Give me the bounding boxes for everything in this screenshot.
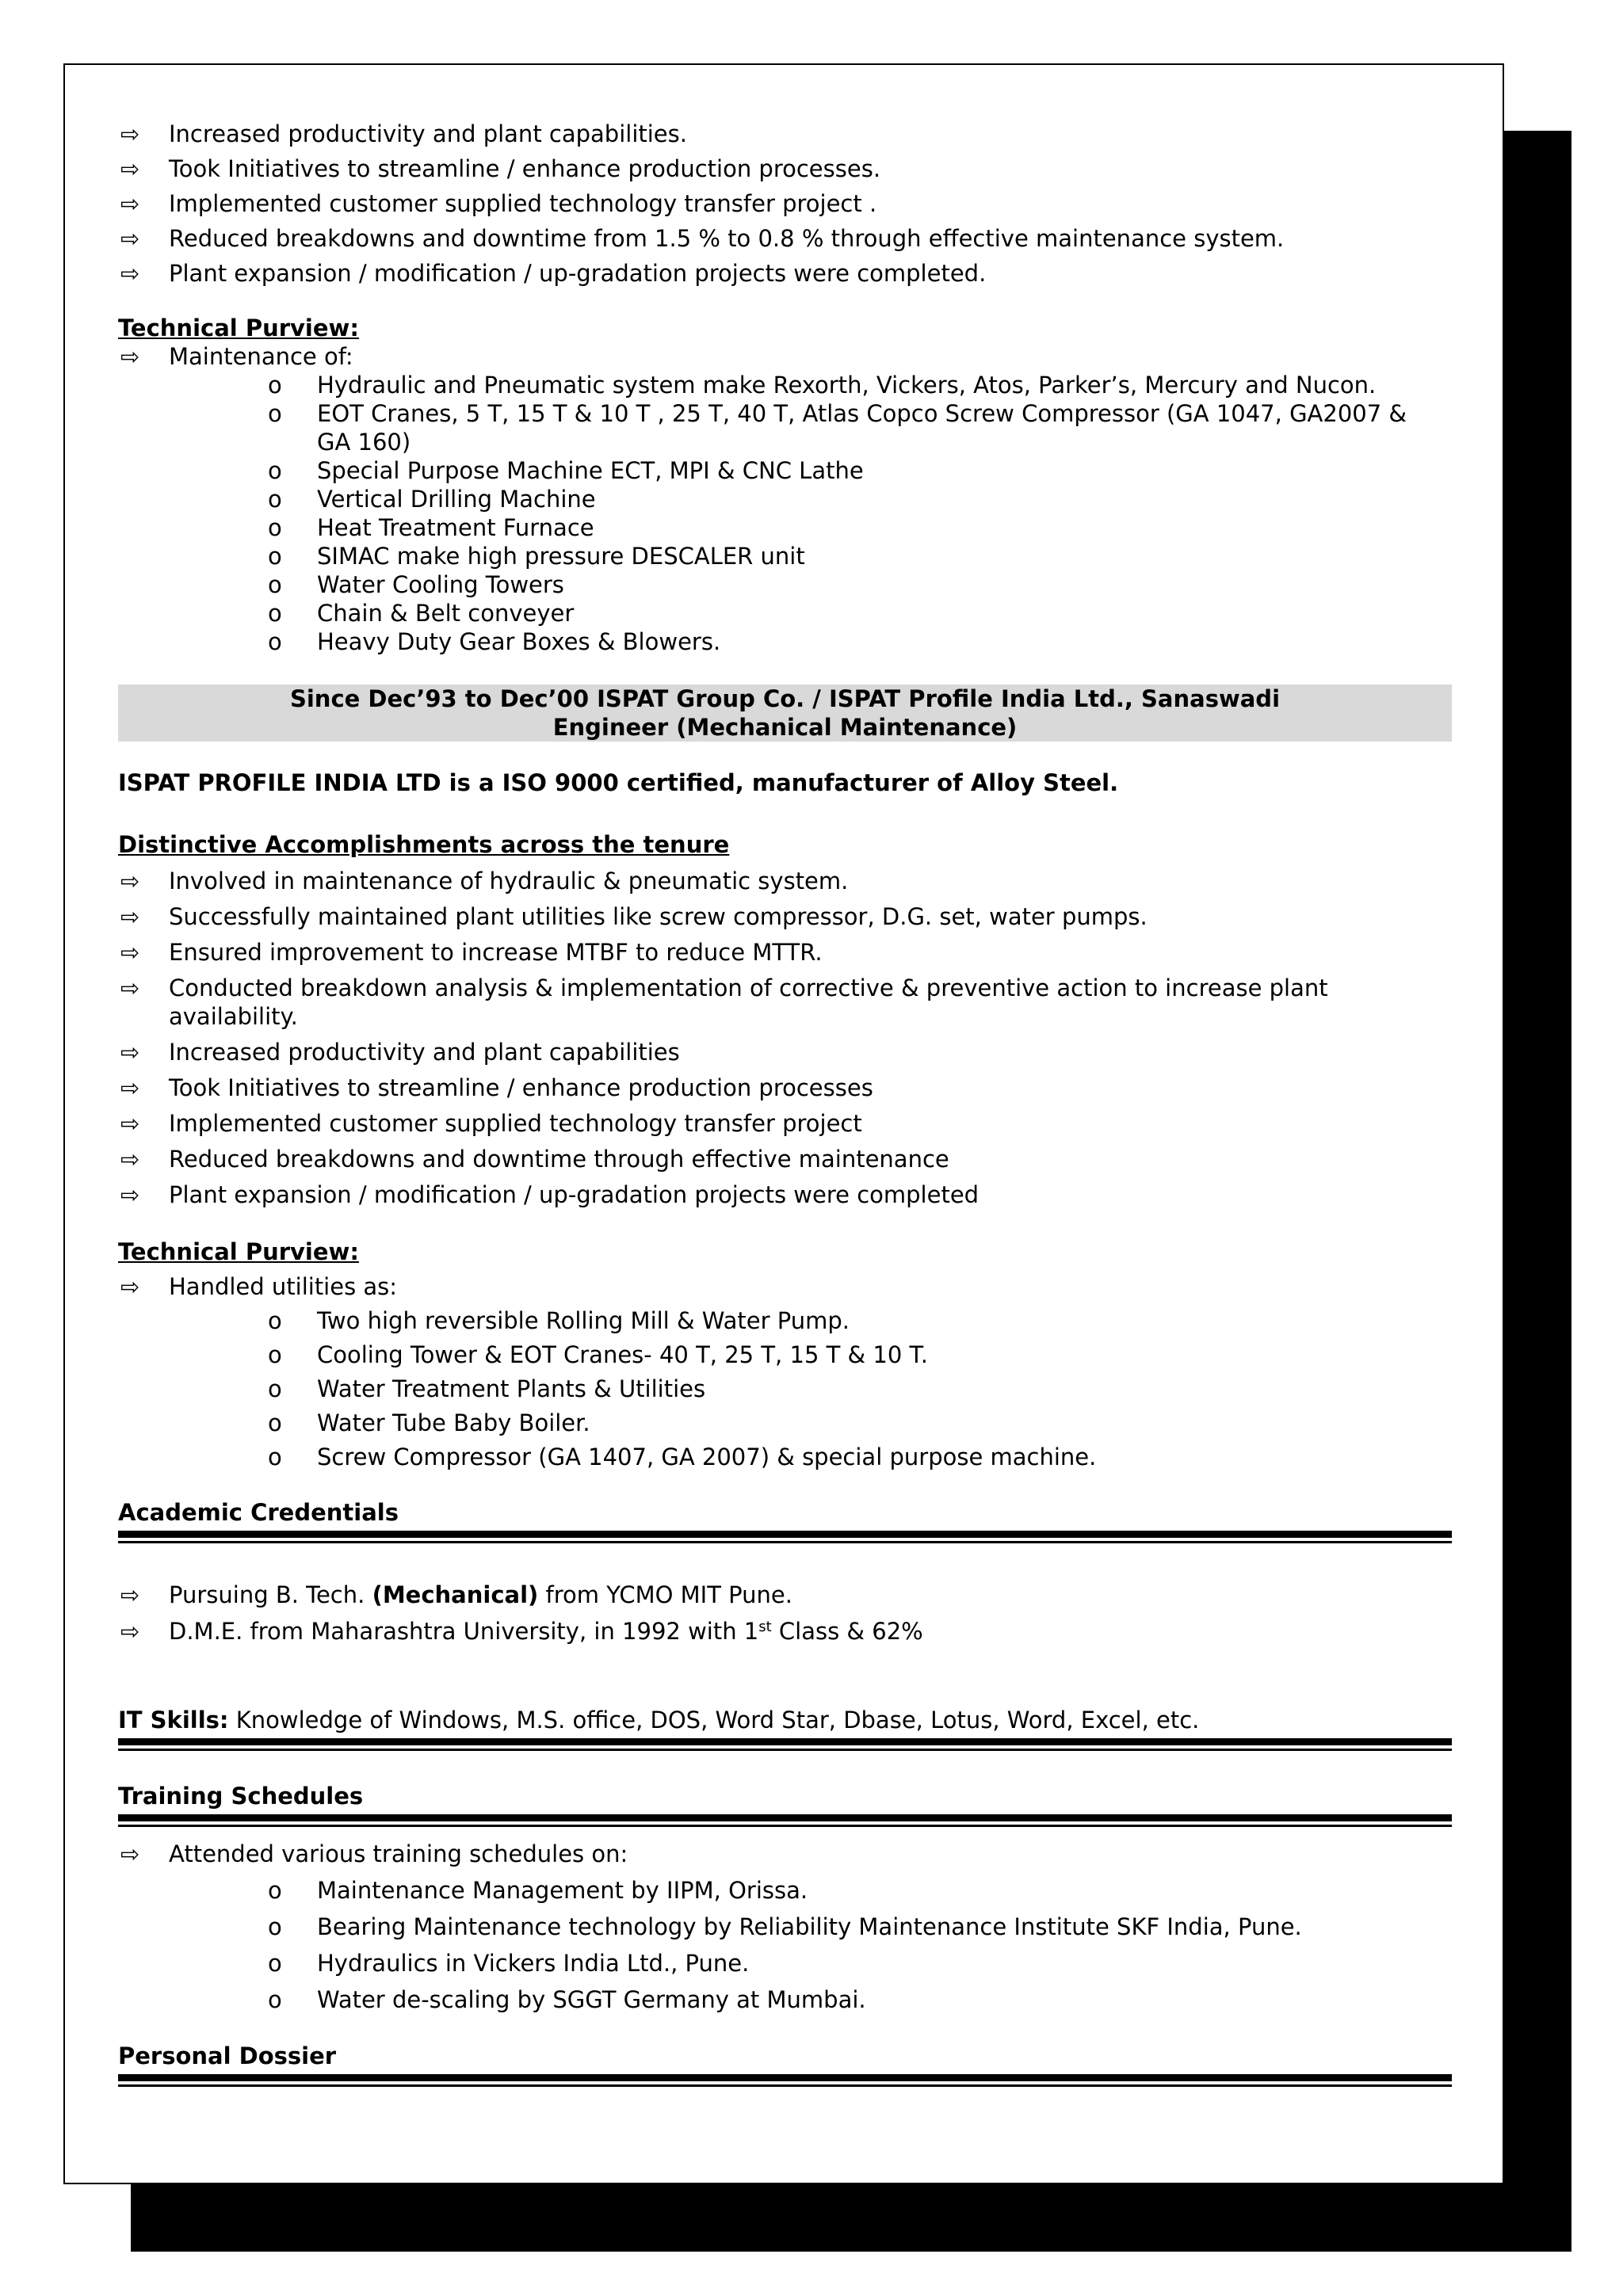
sub-list-item: Bearing Maintenance technology by Reliability Maintenance Institute SKF India, Pune. xyxy=(317,1913,1302,1940)
list-item: Ensured improvement to increase MTBF to reduce MTTR. xyxy=(169,939,823,966)
sub-list-item: Chain & Belt conveyer xyxy=(317,600,575,627)
sub-list-item: Hydraulics in Vickers India Ltd., Pune. xyxy=(317,1950,750,1977)
section-heading: Technical Purview: xyxy=(118,1238,359,1265)
sub-list-item: Water Cooling Towers xyxy=(317,571,564,598)
sub-list-item: Two high reversible Rolling Mill & Water Pump. xyxy=(317,1307,850,1334)
list-item: Pursuing B. Tech. (Mechanical) from YCMO MIT Pune. xyxy=(169,1581,792,1608)
banner-company-line: Since Dec’93 to Dec’00 ISPAT Group Co. / ISPAT Profile India Ltd., Sanaswadi xyxy=(289,685,1281,712)
list-item: Reduced breakdowns and downtime from 1.5 % to 0.8 % through effective maintenance system. xyxy=(169,225,1285,252)
bullet-o-icon: o xyxy=(268,1375,282,1402)
arrow-icon: ⇨ xyxy=(120,1039,140,1066)
it-skills-line: IT Skills: Knowledge of Windows, M.S. office, DOS, Word Star, Dbase, Lotus, Word, Excel, etc. xyxy=(118,1707,1200,1733)
sub-list-item: Cooling Tower & EOT Cranes- 40 T, 25 T, 15 T & 10 T. xyxy=(317,1341,928,1368)
list-item: Took Initiatives to streamline / enhance production processes. xyxy=(169,155,881,182)
list-item: D.M.E. from Maharashtra University, in 1992 with 1st Class & 62% xyxy=(169,1618,923,1645)
arrow-icon: ⇨ xyxy=(120,190,140,217)
sub-list-item: EOT Cranes, 5 T, 15 T & 10 T , 25 T, 40 T, Atlas Copco Screw Compressor (GA 1047, GA2007 & xyxy=(317,400,1407,427)
arrow-icon: ⇨ xyxy=(120,974,140,1001)
list-item: Increased productivity and plant capabilities. xyxy=(169,120,687,147)
section-rule xyxy=(118,1749,1452,1751)
arrow-icon: ⇨ xyxy=(120,1181,140,1208)
list-item: Conducted breakdown analysis & implementation of corrective & preventive action to increase plant xyxy=(169,974,1328,1001)
bullet-o-icon: o xyxy=(268,514,282,541)
sub-list-item: Screw Compressor (GA 1407, GA 2007) & special purpose machine. xyxy=(317,1444,1097,1470)
list-item: availability. xyxy=(169,1003,298,1030)
section-rule xyxy=(118,1738,1452,1745)
arrow-icon: ⇨ xyxy=(120,120,140,147)
list-item: Increased productivity and plant capabilities xyxy=(169,1039,680,1066)
section-heading: Distinctive Accomplishments across the tenure xyxy=(118,831,730,858)
bullet-o-icon: o xyxy=(268,1444,282,1470)
section-rule xyxy=(118,2084,1452,2087)
section-heading: Academic Credentials xyxy=(118,1499,399,1526)
bullet-o-icon: o xyxy=(268,1341,282,1368)
sub-list-item: Heavy Duty Gear Boxes & Blowers. xyxy=(317,628,721,655)
sub-list-item: Heat Treatment Furnace xyxy=(317,514,594,541)
bullet-o-icon: o xyxy=(268,372,282,399)
bullet-o-icon: o xyxy=(268,400,282,427)
bullet-o-icon: o xyxy=(268,1409,282,1436)
section-rule xyxy=(118,2074,1452,2081)
arrow-icon: ⇨ xyxy=(120,1840,140,1867)
list-item: Maintenance of: xyxy=(169,343,353,370)
sub-list-item: Maintenance Management by IIPM, Orissa. xyxy=(317,1877,808,1904)
section-rule xyxy=(118,1541,1452,1543)
arrow-icon: ⇨ xyxy=(120,1618,140,1645)
list-item: Reduced breakdowns and downtime through effective maintenance xyxy=(169,1146,949,1173)
section-rule xyxy=(118,1814,1452,1821)
arrow-icon: ⇨ xyxy=(120,343,140,370)
bullet-o-icon: o xyxy=(268,1913,282,1940)
list-item: Successfully maintained plant utilities like screw compressor, D.G. set, water pumps. xyxy=(169,903,1148,930)
list-item: Attended various training schedules on: xyxy=(169,1840,628,1867)
arrow-icon: ⇨ xyxy=(120,260,140,287)
arrow-icon: ⇨ xyxy=(120,225,140,252)
banner-role-line: Engineer (Mechanical Maintenance) xyxy=(552,714,1018,741)
company-description: ISPAT PROFILE INDIA LTD is a ISO 9000 certified, manufacturer of Alloy Steel. xyxy=(118,769,1119,796)
sub-list-item: Water Treatment Plants & Utilities xyxy=(317,1375,706,1402)
sub-list-item: Hydraulic and Pneumatic system make Rexorth, Vickers, Atos, Parker’s, Mercury and Nucon. xyxy=(317,372,1377,399)
arrow-icon: ⇨ xyxy=(120,1273,140,1300)
bullet-o-icon: o xyxy=(268,600,282,627)
arrow-icon: ⇨ xyxy=(120,903,140,930)
sub-list-item: Vertical Drilling Machine xyxy=(317,486,596,513)
sub-list-item: Water Tube Baby Boiler. xyxy=(317,1409,590,1436)
list-item: Took Initiatives to streamline / enhance production processes xyxy=(169,1074,873,1101)
bullet-o-icon: o xyxy=(268,628,282,655)
list-item: Handled utilities as: xyxy=(169,1273,398,1300)
section-rule xyxy=(118,1825,1452,1827)
arrow-icon: ⇨ xyxy=(120,1110,140,1137)
list-item: Implemented customer supplied technology transfer project . xyxy=(169,190,877,217)
bullet-o-icon: o xyxy=(268,1877,282,1904)
sub-list-item: Water de-scaling by SGGT Germany at Mumbai. xyxy=(317,1986,866,2013)
section-rule xyxy=(118,1531,1452,1538)
sub-list-item: GA 160) xyxy=(317,429,411,456)
bullet-o-icon: o xyxy=(268,1307,282,1334)
arrow-icon: ⇨ xyxy=(120,1581,140,1608)
list-item: Implemented customer supplied technology transfer project xyxy=(169,1110,862,1137)
employment-banner xyxy=(118,685,1452,742)
arrow-icon: ⇨ xyxy=(120,939,140,966)
sub-list-item: Special Purpose Machine ECT, MPI & CNC Lathe xyxy=(317,457,864,484)
sub-list-item: SIMAC make high pressure DESCALER unit xyxy=(317,543,805,570)
arrow-icon: ⇨ xyxy=(120,1074,140,1101)
bullet-o-icon: o xyxy=(268,543,282,570)
list-item: Plant expansion / modification / up-gradation projects were completed. xyxy=(169,260,987,287)
section-heading: Training Schedules xyxy=(118,1783,364,1810)
bullet-o-icon: o xyxy=(268,571,282,598)
arrow-icon: ⇨ xyxy=(120,868,140,894)
bullet-o-icon: o xyxy=(268,1950,282,1977)
arrow-icon: ⇨ xyxy=(120,1146,140,1173)
arrow-icon: ⇨ xyxy=(120,155,140,182)
bullet-o-icon: o xyxy=(268,457,282,484)
section-heading: Technical Purview: xyxy=(118,315,359,341)
bullet-o-icon: o xyxy=(268,1986,282,2013)
list-item: Involved in maintenance of hydraulic & pneumatic system. xyxy=(169,868,849,894)
bullet-o-icon: o xyxy=(268,486,282,513)
section-heading: Personal Dossier xyxy=(118,2042,337,2069)
list-item: Plant expansion / modification / up-gradation projects were completed xyxy=(169,1181,980,1208)
